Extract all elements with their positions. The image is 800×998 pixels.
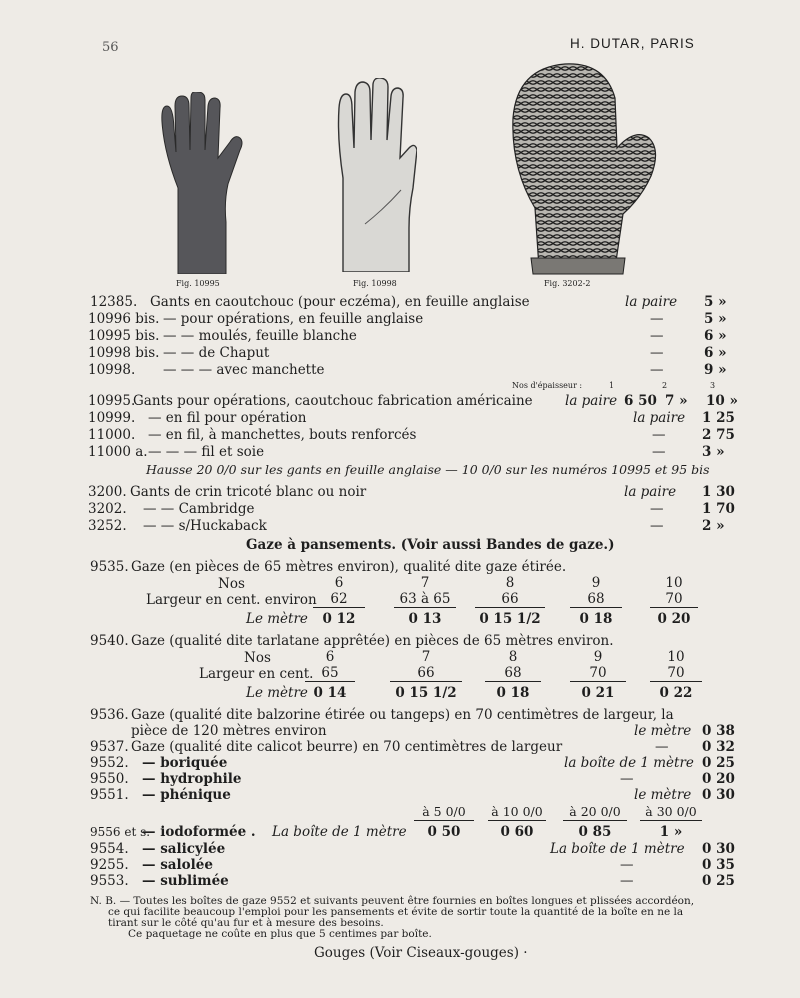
table-cell: 62	[330, 591, 348, 607]
product-unit: —	[620, 771, 634, 787]
product-desc: — en fil, à manchettes, bouts renforcés	[148, 427, 417, 443]
product-ref: 10995.	[88, 393, 136, 409]
product-desc: — iodoformée .	[142, 824, 256, 840]
note-line: tirant sur le côté qu'au fur et à mesure des besoins.	[108, 917, 384, 929]
table-cell: 7	[420, 575, 430, 591]
epaisseur-label: Nos d'épaisseur :	[512, 381, 583, 390]
product-price: 0 32	[702, 739, 735, 755]
product-desc: Gants en caoutchouc (pour eczéma), en feuille anglaise	[150, 294, 530, 310]
product-price: 0 30	[702, 787, 735, 803]
product-ref: 9540.	[90, 633, 129, 649]
table-cell: 10	[667, 649, 685, 665]
hausse-note: Hausse 20 0/0 sur les gants en feuille anglaise — 10 0/0 sur les numéros 10995 et 95 bis	[146, 462, 710, 477]
product-unit: —	[655, 739, 669, 755]
table-rule	[390, 681, 462, 682]
product-ref: 9552.	[90, 755, 129, 771]
product-desc: — — — fil et soie	[148, 444, 265, 460]
table-cell: 0 50	[427, 824, 461, 840]
product-unit: —	[650, 518, 664, 534]
product-unit: —	[650, 328, 664, 344]
product-unit: la paire	[624, 484, 677, 500]
product-desc: — en fil pour opération	[148, 410, 307, 426]
figure-caption: Fig. 3202-2	[544, 279, 591, 288]
note-line: ce qui facilite beaucoup l'emploi pour les pansements et évite de sortir toute la quantité de la boîte en ne la	[108, 906, 684, 918]
product-ref: 10996 bis.	[88, 311, 160, 327]
table-cell: 9	[591, 575, 601, 591]
table-rule	[414, 820, 474, 821]
product-unit: —	[650, 362, 664, 378]
product-desc: — — moulés, feuille blanche	[163, 328, 357, 344]
product-ref: 9537.	[90, 739, 129, 755]
product-price: 1 30	[702, 484, 735, 500]
product-price: 6 50	[624, 393, 657, 409]
table-label: Largeur en cent. environ	[146, 592, 317, 608]
product-price: 0 25	[702, 755, 735, 771]
product-desc: Gaze (qualité dite balzorine étirée ou tangeps) en 70 centimètres de largeur, la	[131, 707, 674, 723]
product-desc: — sublimée	[142, 873, 229, 889]
table-cell: 0 13	[408, 611, 442, 627]
table-cell: 0 21	[581, 685, 615, 701]
product-unit: la boîte de 1 mètre	[564, 755, 694, 771]
product-desc: — hydrophile	[142, 771, 242, 787]
table-cell: 68	[587, 591, 605, 607]
note-line: N. B. — Toutes les boîtes de gaze 9552 et suivants peuvent être fournies en boîtes longues et plissées accordéon,	[90, 895, 695, 907]
product-price: 3 »	[702, 444, 725, 460]
product-unit: La boîte de 1 mètre	[550, 841, 685, 857]
product-desc: Gaze (qualité dite calicot beurre) en 70 centimètres de largeur	[131, 739, 563, 755]
product-desc: — pour opérations, en feuille anglaise	[163, 311, 424, 327]
product-price: 0 30	[702, 841, 735, 857]
product-ref: 11000.	[88, 427, 136, 443]
table-cell: 9	[593, 649, 603, 665]
product-desc: — salicylée	[142, 841, 226, 857]
table-rule	[570, 607, 622, 608]
product-unit: le mètre	[634, 787, 692, 803]
product-ref: 3252.	[88, 518, 127, 534]
product-price: 5 »	[704, 311, 727, 327]
product-ref: 9550.	[90, 771, 129, 787]
table-cell: 8	[508, 649, 518, 665]
product-desc: Gants de crin tricoté blanc ou noir	[130, 484, 367, 500]
figure-caption: Fig. 10995	[176, 279, 220, 288]
product-desc: pièce de 120 mètres environ	[131, 723, 327, 739]
table-cell: 0 15 1/2	[479, 611, 541, 627]
product-desc: — — — avec manchette	[163, 362, 325, 378]
product-price: 2 75	[702, 427, 735, 443]
iodo-header: à 20 0/0	[569, 804, 621, 819]
product-unit: —	[650, 345, 664, 361]
table-cell: 6	[334, 575, 344, 591]
table-cell: 0 15 1/2	[395, 685, 457, 701]
product-ref: 9551.	[90, 787, 129, 803]
table-rule	[485, 681, 541, 682]
iodo-header: à 30 0/0	[645, 804, 697, 819]
table-cell: 8	[505, 575, 515, 591]
table-rule	[475, 607, 545, 608]
product-desc: Gaze (en pièces de 65 mètres environ), qualité dite gaze étirée.	[131, 559, 567, 575]
product-unit: la paire	[633, 410, 686, 426]
table-cell: 0 18	[496, 685, 530, 701]
horsehair-mitt-icon	[505, 58, 665, 278]
table-cell: 66	[501, 591, 519, 607]
table-cell: 66	[417, 665, 435, 681]
product-unit: le mètre	[634, 723, 692, 739]
product-ref: 9554.	[90, 841, 129, 857]
table-cell: 0 85	[578, 824, 612, 840]
table-cell: 0 60	[500, 824, 534, 840]
product-unit: —	[650, 311, 664, 327]
table-cell: 0 18	[579, 611, 613, 627]
product-ref: 10998 bis.	[88, 345, 160, 361]
product-ref: 9536.	[90, 707, 129, 723]
table-cell: 70	[665, 591, 683, 607]
table-rule	[650, 607, 698, 608]
table-cell: 0 20	[657, 611, 691, 627]
table-rule	[313, 607, 365, 608]
product-price: 1 70	[702, 501, 735, 517]
table-cell: 68	[504, 665, 522, 681]
product-ref: 9535.	[90, 559, 129, 575]
product-ref: 9556 et s.	[90, 825, 151, 839]
product-price: 1 25	[702, 410, 735, 426]
gaze-section-title: Gaze à pansements. (Voir aussi Bandes de gaze.)	[246, 537, 615, 553]
iodo-header: à 10 0/0	[491, 804, 543, 819]
product-unit: —	[650, 501, 664, 517]
product-desc: Gaze (qualité dite tarlatane apprêtée) en pièces de 65 mètres environ.	[131, 633, 614, 649]
product-desc: — phénique	[142, 787, 231, 803]
table-label: Largeur en cent.	[199, 666, 314, 682]
epaisseur-number: 1	[609, 381, 615, 390]
figure-caption: Fig. 10998	[353, 279, 397, 288]
table-cell: 7	[421, 649, 431, 665]
table-rule	[650, 681, 702, 682]
white-glove-icon	[335, 78, 417, 272]
product-ref: 3202.	[88, 501, 127, 517]
product-unit: la paire	[625, 294, 678, 310]
table-cell: 63 à 65	[399, 591, 451, 607]
table-label: Le mètre	[246, 611, 308, 627]
product-ref: 12385.	[90, 294, 138, 310]
table-cell: 0 14	[313, 685, 347, 701]
product-desc: — — de Chaput	[163, 345, 270, 361]
table-label: Nos	[218, 576, 245, 592]
table-rule	[640, 820, 702, 821]
product-ref: 9553.	[90, 873, 129, 889]
epaisseur-number: 3	[710, 381, 716, 390]
table-label: Le mètre	[246, 685, 308, 701]
table-rule	[563, 820, 627, 821]
product-desc: Gants pour opérations, caoutchouc fabrication américaine	[133, 393, 533, 409]
product-ref: 9255.	[90, 857, 129, 873]
product-desc: — — s/Huckaback	[143, 518, 267, 534]
publisher-header: H. DUTAR, PARIS	[570, 36, 695, 51]
product-price: 0 20	[702, 771, 735, 787]
product-price: 6 »	[704, 328, 727, 344]
epaisseur-number: 2	[662, 381, 668, 390]
product-ref: 10998.	[88, 362, 136, 378]
product-price: 2 »	[702, 518, 725, 534]
gouges-reference: Gouges (Voir Ciseaux-gouges) ·	[314, 945, 528, 961]
product-price: 7 »	[665, 393, 688, 409]
product-ref: 10999.	[88, 410, 136, 426]
product-unit: —	[620, 857, 634, 873]
table-cell: 10	[665, 575, 683, 591]
table-rule	[570, 681, 626, 682]
table-cell: 65	[321, 665, 339, 681]
product-unit: —	[652, 427, 666, 443]
page-number: 56	[102, 40, 119, 55]
product-price: 0 25	[702, 873, 735, 889]
product-unit: la paire	[565, 393, 618, 409]
product-unit: La boîte de 1 mètre	[272, 824, 407, 840]
product-price: 0 35	[702, 857, 735, 873]
table-cell: 70	[589, 665, 607, 681]
product-price: 6 »	[704, 345, 727, 361]
product-desc: — salolée	[142, 857, 213, 873]
table-rule	[394, 607, 456, 608]
product-ref: 10995 bis.	[88, 328, 160, 344]
table-label: Nos	[244, 650, 271, 666]
table-cell: 70	[667, 665, 685, 681]
table-cell: 6	[325, 649, 335, 665]
product-desc: — boriquée	[142, 755, 228, 771]
table-rule	[305, 681, 355, 682]
product-ref: 3200.	[88, 484, 127, 500]
product-price: 9 »	[704, 362, 727, 378]
iodo-header: à 5 0/0	[422, 804, 466, 819]
table-cell: 0 12	[322, 611, 356, 627]
rubber-glove-icon	[158, 92, 248, 274]
product-unit: —	[652, 444, 666, 460]
note-line: Ce paquetage ne coûte en plus que 5 centimes par boîte.	[128, 928, 432, 940]
table-cell: 1 »	[659, 824, 683, 840]
product-price: 0 38	[702, 723, 735, 739]
product-unit: —	[620, 873, 634, 889]
product-desc: — — Cambridge	[143, 501, 255, 517]
product-ref: 11000 a.	[88, 444, 148, 460]
table-cell: 0 22	[659, 685, 693, 701]
product-price: 10 »	[706, 393, 738, 409]
table-rule	[488, 820, 546, 821]
product-price: 5 »	[704, 294, 727, 310]
